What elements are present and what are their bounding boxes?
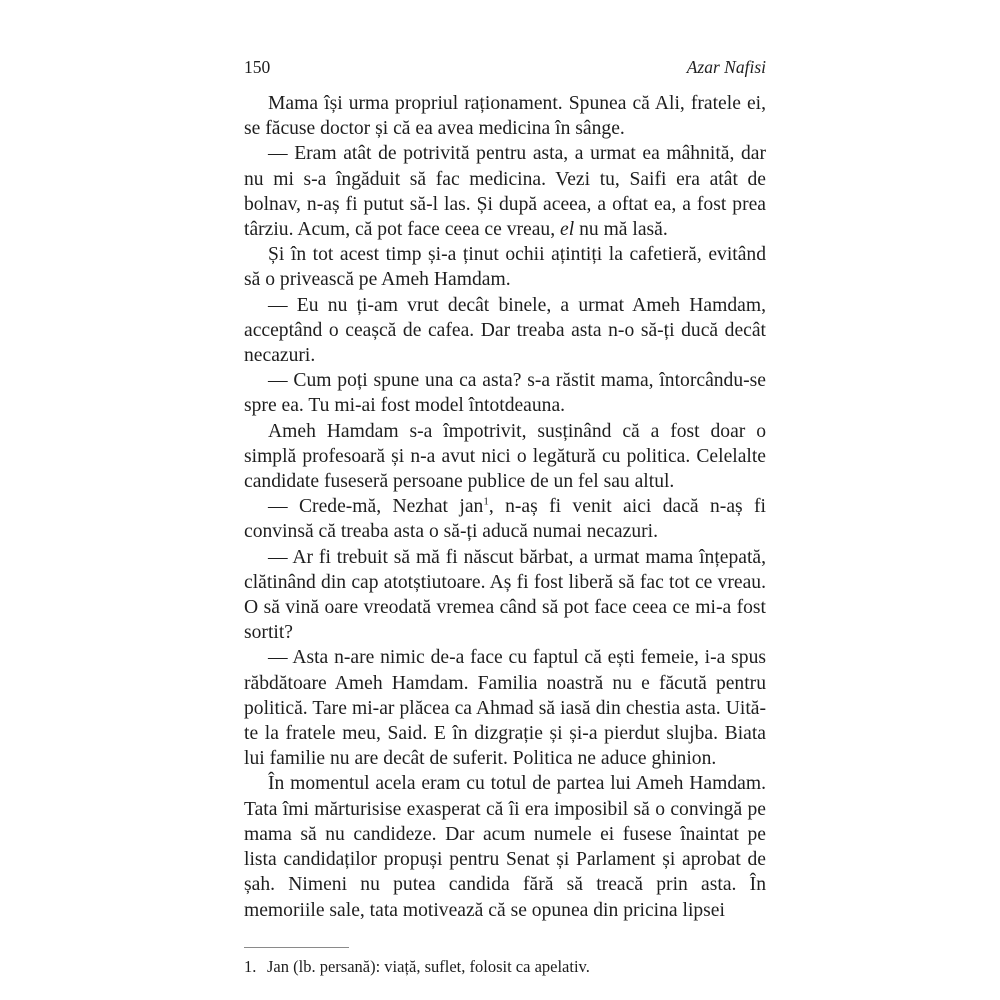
paragraph: Mama își urma propriul raționament. Spunea că Ali, fratele ei, se făcuse doctor și că ea avea medicina în sânge.: [244, 93, 766, 140]
footnote-text: Jan (lb. persană): viață, suflet, folosit ca apelativ.: [267, 956, 590, 976]
paragraph: [244, 141, 766, 242]
footnote-divider: [244, 947, 349, 948]
page-number: 150: [244, 57, 271, 77]
paragraph-text: nu mă lasă.: [574, 219, 668, 241]
paragraph: Ameh Hamdam s-a împotrivit, susținând că a fost doar o simplă profesoară și n-a avut nici o legătură cu politica. Celelalte candidate fuseseră persoane publice de un fel sau altul.: [244, 420, 766, 493]
paragraph-text: — Eram atât de potrivită pentru asta, a urmat ea mâhnită, dar nu mi s-a îngăduit să fac medicina. Vezi tu, Saifi era atât de bolnav, n-aș fi putut să-l las. Și după aceea, a oftat ea, a fost prea târziu. Acum, că pot face ceea ce vreau,: [244, 143, 766, 241]
paragraph-text: — Crede-mă, Nezhat jan: [268, 496, 484, 518]
paragraph-text: , n-aș fi venit aici dacă n-aș fi convinsă că treaba asta o să-ți aducă numai necazuri.: [244, 496, 766, 543]
book-page: [244, 55, 766, 977]
running-head: [244, 55, 766, 81]
paragraph: [244, 494, 766, 544]
paragraph: — Cum poți spune una ca asta? s-a răstit mama, întorcându-se spre ea. Tu mi-ai fost model întotdeauna.: [244, 370, 766, 417]
paragraph: În momentul acela eram cu totul de partea lui Ameh Hamdam. Tata îmi mărturisise exasperat că îi era imposibil să o convingă pe mama să nu candideze. Dar acum numele ei fusese înaintat pe lista candidaților propuși pentru Senat și Parlament și aprobat de șah. Nimeni nu putea candida fără să treacă prin asta. În memoriile sale, tata motivează că se opunea din pricina lipsei: [244, 773, 766, 921]
paragraph: Și în tot acest timp și-a ținut ochii ațintiți la cafetieră, evitând să o privească pe Ameh Hamdam.: [244, 244, 766, 291]
paragraph: — Eu nu ți-am vrut decât binele, a urmat Ameh Hamdam, acceptând o ceașcă de cafea. Dar treaba asta n-o să-ți ducă decât necazuri.: [244, 294, 766, 367]
running-head-author: Azar Nafisi: [686, 57, 766, 77]
footnote-number: 1.: [244, 956, 257, 976]
emphasis: el: [560, 219, 575, 241]
footnote: [244, 956, 766, 977]
paragraph: — Ar fi trebuit să mă fi născut bărbat, a urmat mama înțepată, clătinând din cap atotștiutoare. Aș fi fost liberă să fac tot ce vreau. O să vină oare vreodată vremea când să pot face ceea ce mi-a fost sortit?: [244, 546, 766, 644]
footnote-reference: 1: [483, 495, 489, 508]
paragraph: — Asta n-are nimic de-a face cu faptul că ești femeie, i-a spus răbdătoare Ameh Hamdam. Familia noastră nu e făcută pentru politică. Tare mi-ar plăcea ca Ahmad să iasă din chestia asta. Uită-te la fratele meu, Said. E în dizgrație și și-a pierdut slujba. Biata lui familie nu are decât de suferit. Politica ne aduce ghinion.: [244, 647, 766, 770]
body-text: [244, 91, 766, 923]
